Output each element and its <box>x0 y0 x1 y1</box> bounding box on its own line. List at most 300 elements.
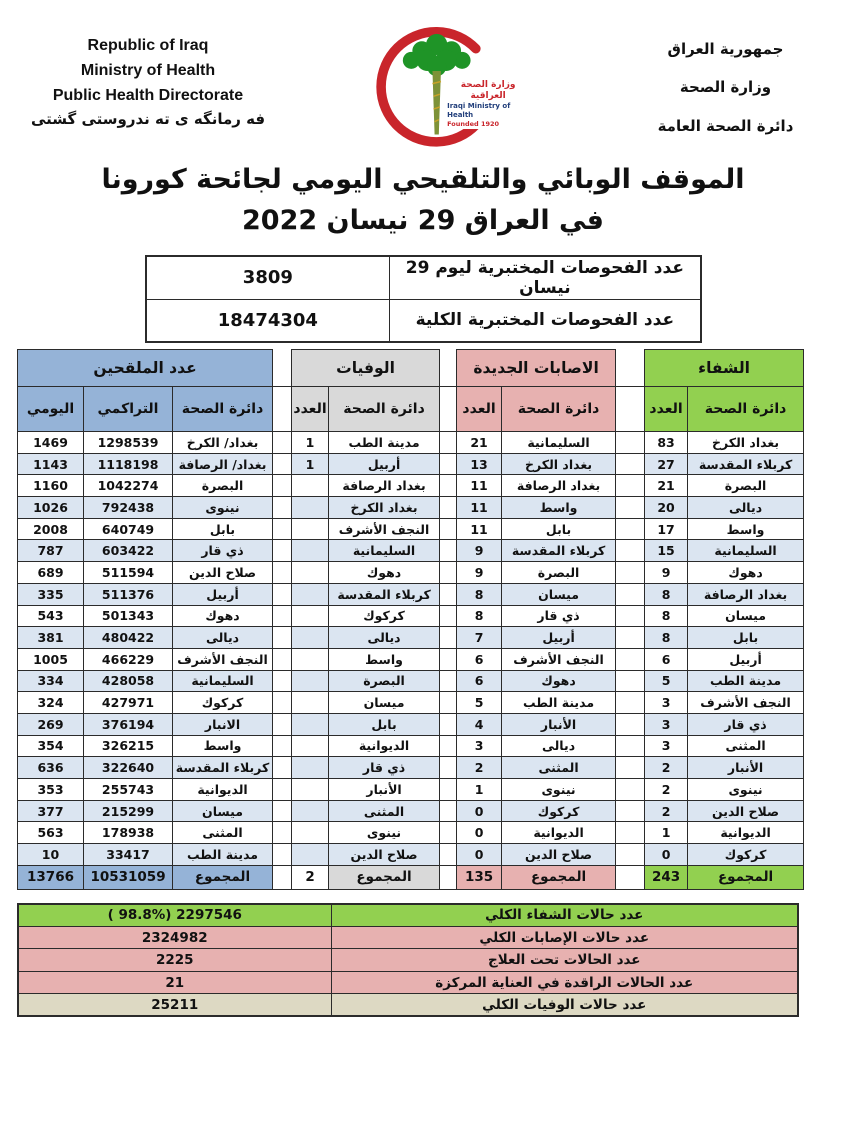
recovery-directorate-cell: صلاح الدين <box>688 800 804 822</box>
deaths-group-header: الوفيات <box>292 350 440 387</box>
new-cases-count-cell: 13 <box>457 453 502 475</box>
vaccinated-directorate-cell: المثنى <box>173 822 273 844</box>
letterhead-arabic <box>604 30 829 145</box>
vaccinated-cumulative-cell: 1298539 <box>84 432 173 454</box>
daily-tests-label: عدد الفحوصات المختبرية ليوم 29 نيسان <box>390 256 701 299</box>
deaths-directorate-cell: المثنى <box>329 800 440 822</box>
new-cases-count-cell: 0 <box>457 844 502 866</box>
spacer-cell <box>616 387 645 432</box>
spacer-cell <box>616 844 645 866</box>
deaths-count-cell <box>292 800 329 822</box>
recovery-count-cell: 17 <box>645 518 688 540</box>
recovery-total-value: 243 <box>645 865 688 889</box>
spacer-cell <box>616 648 645 670</box>
new-cases-directorate-cell: نينوى <box>502 779 616 801</box>
deaths-count-header: العدد <box>292 387 329 432</box>
vaccinated-directorate-cell: مدينة الطب <box>173 844 273 866</box>
vaccinated-directorate-cell: ديالى <box>173 627 273 649</box>
recovery-count-cell: 6 <box>645 648 688 670</box>
deaths-count-cell <box>292 670 329 692</box>
spacer-cell <box>616 583 645 605</box>
deaths-directorate-cell: أربيل <box>329 453 440 475</box>
table-row <box>18 627 804 649</box>
table-row <box>146 256 701 299</box>
spacer-cell <box>273 387 292 432</box>
vaccinated-daily-cell: 636 <box>18 757 84 779</box>
deaths-count-cell <box>292 540 329 562</box>
recovery-directorate-cell: النجف الأشرف <box>688 692 804 714</box>
vaccinated-directorate-cell: ميسان <box>173 800 273 822</box>
new-cases-directorate-cell: صلاح الدين <box>502 844 616 866</box>
vaccinated-daily-cell: 689 <box>18 562 84 584</box>
vaccinated-directorate-cell: بابل <box>173 518 273 540</box>
new-cases-directorate-header: دائرة الصحة <box>502 387 616 432</box>
english-line: Ministry of Health <box>80 61 216 79</box>
recovery-count-cell: 2 <box>645 757 688 779</box>
summary-label-cell: عدد الحالات الراقدة في العناية المركزة <box>331 971 798 994</box>
vaccinated-daily-cell: 324 <box>18 692 84 714</box>
vaccinated-directorate-cell: واسط <box>173 735 273 757</box>
table-row <box>18 453 804 475</box>
table-row <box>18 757 804 779</box>
recovery-directorate-cell: نينوى <box>688 779 804 801</box>
vaccinated-daily-cell: 563 <box>18 822 84 844</box>
deaths-directorate-cell: ذي قار <box>329 757 440 779</box>
vaccinated-cumulative-cell: 178938 <box>84 822 173 844</box>
table-row <box>18 605 804 627</box>
deaths-count-cell: 1 <box>292 432 329 454</box>
vaccinated-cumulative-cell: 255743 <box>84 779 173 801</box>
recovery-count-cell: 5 <box>645 670 688 692</box>
spacer-cell <box>440 757 457 779</box>
recovery-count-cell: 1 <box>645 822 688 844</box>
vaccinated-group-header: عدد الملقحين <box>18 350 273 387</box>
summary-row <box>18 971 798 994</box>
deaths-directorate-cell: الأنبار <box>329 779 440 801</box>
summary-row <box>18 926 798 949</box>
spacer-cell <box>273 757 292 779</box>
vaccinated-total-daily: 13766 <box>18 865 84 889</box>
vaccinated-directorate-cell: البصرة <box>173 475 273 497</box>
recovery-directorate-cell: بابل <box>688 627 804 649</box>
new-cases-count-header: العدد <box>457 387 502 432</box>
summary-value-cell: 2324982 <box>18 926 331 949</box>
recovery-directorate-cell: ميسان <box>688 605 804 627</box>
spacer-cell <box>440 453 457 475</box>
vaccinated-cumulative-cell: 376194 <box>84 713 173 735</box>
spacer-cell <box>616 540 645 562</box>
vaccinated-daily-cell: 334 <box>18 670 84 692</box>
vaccinated-directorate-cell: ذي قار <box>173 540 273 562</box>
logo-arabic-name: وزارة الصحة العراقية <box>460 79 516 101</box>
deaths-total-label: المجموع <box>329 865 440 889</box>
deaths-directorate-cell: ديالى <box>329 627 440 649</box>
spacer-cell <box>616 432 645 454</box>
recovery-count-cell: 3 <box>645 735 688 757</box>
vaccinated-daily-header: اليومي <box>18 387 84 432</box>
spacer-cell <box>440 865 457 889</box>
recovery-count-cell: 27 <box>645 453 688 475</box>
recovery-group-header: الشفاء <box>645 350 804 387</box>
vaccinated-daily-cell: 1005 <box>18 648 84 670</box>
recovery-directorate-cell: ذي قار <box>688 713 804 735</box>
new-cases-count-cell: 5 <box>457 692 502 714</box>
new-cases-directorate-cell: النجف الأشرف <box>502 648 616 670</box>
recovery-directorate-cell: أربيل <box>688 648 804 670</box>
new-cases-directorate-cell: دهوك <box>502 670 616 692</box>
new-cases-directorate-cell: واسط <box>502 497 616 519</box>
new-cases-count-cell: 8 <box>457 583 502 605</box>
recovery-count-header: العدد <box>645 387 688 432</box>
spacer-cell <box>616 822 645 844</box>
new-cases-group-header: الاصابات الجديدة <box>457 350 616 387</box>
deaths-count-cell <box>292 822 329 844</box>
new-cases-count-cell: 4 <box>457 713 502 735</box>
recovery-count-cell: 83 <box>645 432 688 454</box>
recovery-directorate-cell: كربلاء المقدسة <box>688 453 804 475</box>
spacer-cell <box>440 518 457 540</box>
recovery-directorate-cell: الأنبار <box>688 757 804 779</box>
report-title-line2: في العراق 29 نيسان 2022 <box>242 204 604 236</box>
spacer-cell <box>440 387 457 432</box>
table-row <box>18 735 804 757</box>
spacer-cell <box>440 648 457 670</box>
deaths-count-cell <box>292 779 329 801</box>
spacer-cell <box>273 822 292 844</box>
vaccinated-daily-cell: 543 <box>18 605 84 627</box>
deaths-directorate-cell: بغداد الرصافة <box>329 475 440 497</box>
recovery-directorate-cell: دهوك <box>688 562 804 584</box>
letterhead <box>17 14 829 152</box>
deaths-directorate-cell: السليمانية <box>329 540 440 562</box>
vaccinated-cumulative-cell: 640749 <box>84 518 173 540</box>
recovery-count-cell: 3 <box>645 713 688 735</box>
deaths-count-cell: 1 <box>292 453 329 475</box>
report-title <box>17 160 829 241</box>
spacer-cell <box>273 562 292 584</box>
spacer-cell <box>440 800 457 822</box>
vaccinated-cumulative-cell: 501343 <box>84 605 173 627</box>
vaccinated-directorate-cell: الديوانية <box>173 779 273 801</box>
summary-label-cell: عدد الحالات تحت العلاج <box>331 949 798 972</box>
total-tests-value: 18474304 <box>146 299 390 342</box>
report-title-line1: الموقف الوبائي والتلقيحي اليومي لجائحة كورونا <box>101 164 745 195</box>
table-row <box>18 779 804 801</box>
spacer-cell <box>440 627 457 649</box>
column-header-row <box>18 387 804 432</box>
vaccinated-directorate-cell: كربلاء المقدسة <box>173 757 273 779</box>
new-cases-count-cell: 9 <box>457 540 502 562</box>
vaccinated-daily-cell: 1143 <box>18 453 84 475</box>
summary-value-cell: 2225 <box>18 949 331 972</box>
ministry-of-health-logo <box>352 18 532 150</box>
deaths-directorate-cell: الديوانية <box>329 735 440 757</box>
table-row <box>18 692 804 714</box>
spacer-cell <box>273 497 292 519</box>
spacer-cell <box>273 350 292 387</box>
spacer-cell <box>273 713 292 735</box>
deaths-directorate-cell: بابل <box>329 713 440 735</box>
recovery-count-cell: 2 <box>645 800 688 822</box>
new-cases-count-cell: 7 <box>457 627 502 649</box>
new-cases-count-cell: 0 <box>457 822 502 844</box>
new-cases-directorate-cell: بغداد الرصافة <box>502 475 616 497</box>
table-row <box>18 800 804 822</box>
vaccinated-daily-cell: 2008 <box>18 518 84 540</box>
new-cases-directorate-cell: بغداد الكرخ <box>502 453 616 475</box>
table-row <box>146 299 701 342</box>
arabic-line: وزارة الصحة <box>679 78 772 97</box>
spacer-cell <box>273 627 292 649</box>
spacer-cell <box>440 350 457 387</box>
recovery-directorate-cell: بغداد الرصافة <box>688 583 804 605</box>
vaccinated-cumulative-cell: 326215 <box>84 735 173 757</box>
spacer-cell <box>440 670 457 692</box>
deaths-directorate-header: دائرة الصحة <box>329 387 440 432</box>
summary-value-cell: 25211 <box>18 994 331 1017</box>
new-cases-directorate-cell: أربيل <box>502 627 616 649</box>
new-cases-total-label: المجموع <box>502 865 616 889</box>
group-header-row <box>18 350 804 387</box>
vaccinated-daily-cell: 377 <box>18 800 84 822</box>
new-cases-directorate-cell: المثنى <box>502 757 616 779</box>
recovery-directorate-header: دائرة الصحة <box>688 387 804 432</box>
vaccinated-directorate-cell: كركوك <box>173 692 273 714</box>
new-cases-count-cell: 2 <box>457 757 502 779</box>
vaccinated-cumulative-cell: 511376 <box>84 583 173 605</box>
totals-row <box>18 865 804 889</box>
table-row <box>18 475 804 497</box>
table-row <box>18 518 804 540</box>
deaths-count-cell <box>292 605 329 627</box>
arabic-line: دائرة الصحة العامة <box>657 116 794 135</box>
deaths-directorate-cell: كركوك <box>329 605 440 627</box>
vaccinated-directorate-cell: أربيل <box>173 583 273 605</box>
vaccinated-total-label: المجموع <box>173 865 273 889</box>
spacer-cell <box>440 605 457 627</box>
spacer-cell <box>273 605 292 627</box>
spacer-cell <box>616 562 645 584</box>
recovery-count-cell: 15 <box>645 540 688 562</box>
new-cases-directorate-cell: السليمانية <box>502 432 616 454</box>
recovery-directorate-cell: السليمانية <box>688 540 804 562</box>
deaths-directorate-cell: نينوى <box>329 822 440 844</box>
spacer-cell <box>616 713 645 735</box>
spacer-cell <box>273 779 292 801</box>
vaccinated-directorate-cell: الانبار <box>173 713 273 735</box>
deaths-count-cell <box>292 757 329 779</box>
recovery-count-cell: 8 <box>645 605 688 627</box>
vaccinated-directorate-cell: النجف الأشرف <box>173 648 273 670</box>
vaccinated-cumulative-cell: 603422 <box>84 540 173 562</box>
table-row <box>18 844 804 866</box>
spacer-cell <box>273 518 292 540</box>
deaths-directorate-cell: النجف الأشرف <box>329 518 440 540</box>
new-cases-directorate-cell: مدينة الطب <box>502 692 616 714</box>
summary-table <box>17 903 799 1018</box>
deaths-directorate-cell: مدينة الطب <box>329 432 440 454</box>
spacer-cell <box>273 735 292 757</box>
vaccinated-cumulative-header: التراكمي <box>84 387 173 432</box>
deaths-count-cell <box>292 627 329 649</box>
recovery-directorate-cell: المثنى <box>688 735 804 757</box>
recovery-directorate-cell: الديوانية <box>688 822 804 844</box>
vaccinated-cumulative-cell: 480422 <box>84 627 173 649</box>
recovery-directorate-cell: واسط <box>688 518 804 540</box>
vaccinated-directorate-cell: السليمانية <box>173 670 273 692</box>
total-tests-label: عدد الفحوصات المختبرية الكلية <box>390 299 701 342</box>
deaths-directorate-cell: صلاح الدين <box>329 844 440 866</box>
vaccinated-daily-cell: 787 <box>18 540 84 562</box>
spacer-cell <box>440 562 457 584</box>
recovery-count-cell: 8 <box>645 583 688 605</box>
spacer-cell <box>440 713 457 735</box>
spacer-cell <box>273 800 292 822</box>
spacer-cell <box>616 670 645 692</box>
new-cases-count-cell: 6 <box>457 670 502 692</box>
vaccinated-directorate-cell: نينوى <box>173 497 273 519</box>
recovery-count-cell: 2 <box>645 779 688 801</box>
table-row <box>18 583 804 605</box>
table-row <box>18 562 804 584</box>
new-cases-count-cell: 11 <box>457 518 502 540</box>
recovery-directorate-cell: كركوك <box>688 844 804 866</box>
vaccinated-total-cumulative: 10531059 <box>84 865 173 889</box>
recovery-total-label: المجموع <box>688 865 804 889</box>
summary-value-cell: 21 <box>18 971 331 994</box>
recovery-directorate-cell: مدينة الطب <box>688 670 804 692</box>
vaccinated-daily-cell: 1026 <box>18 497 84 519</box>
vaccinated-cumulative-cell: 322640 <box>84 757 173 779</box>
spacer-cell <box>440 540 457 562</box>
new-cases-count-cell: 3 <box>457 735 502 757</box>
summary-label-cell: عدد حالات الشفاء الكلي <box>331 904 798 927</box>
table-row <box>18 648 804 670</box>
new-cases-count-cell: 11 <box>457 497 502 519</box>
spacer-cell <box>440 822 457 844</box>
deaths-directorate-cell: بغداد الكرخ <box>329 497 440 519</box>
spacer-cell <box>616 605 645 627</box>
lab-tests-table <box>145 255 702 343</box>
logo-founded-text: Founded 1920 <box>447 119 500 128</box>
summary-row <box>18 994 798 1017</box>
spacer-cell <box>273 844 292 866</box>
english-line: Public Health Directorate <box>52 86 244 104</box>
deaths-count-cell <box>292 475 329 497</box>
spacer-cell <box>273 670 292 692</box>
spacer-cell <box>440 432 457 454</box>
spacer-cell <box>440 583 457 605</box>
table-row <box>18 497 804 519</box>
spacer-cell <box>440 779 457 801</box>
spacer-cell <box>273 692 292 714</box>
summary-row <box>18 904 798 927</box>
table-row <box>18 822 804 844</box>
deaths-count-cell <box>292 497 329 519</box>
vaccinated-cumulative-cell: 1042274 <box>84 475 173 497</box>
spacer-cell <box>273 540 292 562</box>
vaccinated-daily-cell: 354 <box>18 735 84 757</box>
new-cases-directorate-cell: ميسان <box>502 583 616 605</box>
spacer-cell <box>616 627 645 649</box>
vaccinated-directorate-cell: دهوك <box>173 605 273 627</box>
vaccinated-cumulative-cell: 33417 <box>84 844 173 866</box>
logo-text-block <box>445 79 531 129</box>
spacer-cell <box>616 497 645 519</box>
spacer-cell <box>616 453 645 475</box>
vaccinated-cumulative-cell: 792438 <box>84 497 173 519</box>
vaccinated-daily-cell: 10 <box>18 844 84 866</box>
spacer-cell <box>273 583 292 605</box>
vaccinated-directorate-cell: بغداد/ الرصافة <box>173 453 273 475</box>
vaccinated-cumulative-cell: 466229 <box>84 648 173 670</box>
vaccinated-daily-cell: 335 <box>18 583 84 605</box>
spacer-cell <box>440 844 457 866</box>
spacer-cell <box>440 475 457 497</box>
deaths-directorate-cell: كربلاء المقدسة <box>329 583 440 605</box>
vaccinated-cumulative-cell: 1118198 <box>84 453 173 475</box>
deaths-directorate-cell: واسط <box>329 648 440 670</box>
new-cases-total-value: 135 <box>457 865 502 889</box>
vaccinated-daily-cell: 1469 <box>18 432 84 454</box>
spacer-cell <box>440 735 457 757</box>
deaths-count-cell <box>292 692 329 714</box>
table-row <box>18 432 804 454</box>
new-cases-count-cell: 21 <box>457 432 502 454</box>
table-row <box>18 540 804 562</box>
new-cases-directorate-cell: كربلاء المقدسة <box>502 540 616 562</box>
new-cases-count-cell: 6 <box>457 648 502 670</box>
spacer-cell <box>273 475 292 497</box>
recovery-count-cell: 20 <box>645 497 688 519</box>
deaths-directorate-cell: دهوك <box>329 562 440 584</box>
kurdish-line: فه رمانگه ی ته ندروستی گشتی <box>30 110 266 129</box>
deaths-count-cell <box>292 735 329 757</box>
deaths-count-cell <box>292 562 329 584</box>
spacer-cell <box>616 800 645 822</box>
vaccinated-daily-cell: 1160 <box>18 475 84 497</box>
spacer-cell <box>616 692 645 714</box>
new-cases-directorate-cell: البصرة <box>502 562 616 584</box>
vaccinated-directorate-header: دائرة الصحة <box>173 387 273 432</box>
spacer-cell <box>440 692 457 714</box>
english-line: Republic of Iraq <box>87 37 209 54</box>
vaccinated-directorate-cell: بغداد/ الكرخ <box>173 432 273 454</box>
letterhead-english <box>17 34 279 132</box>
spacer-cell <box>273 648 292 670</box>
daily-tests-value: 3809 <box>146 256 390 299</box>
recovery-directorate-cell: بغداد الكرخ <box>688 432 804 454</box>
deaths-count-cell <box>292 518 329 540</box>
recovery-count-cell: 8 <box>645 627 688 649</box>
new-cases-count-cell: 9 <box>457 562 502 584</box>
vaccinated-cumulative-cell: 215299 <box>84 800 173 822</box>
new-cases-count-cell: 1 <box>457 779 502 801</box>
vaccinated-cumulative-cell: 511594 <box>84 562 173 584</box>
summary-label-cell: عدد حالات الوفيات الكلي <box>331 994 798 1017</box>
arabic-line: جمهورية العراق <box>667 40 784 58</box>
table-row <box>18 713 804 735</box>
new-cases-directorate-cell: بابل <box>502 518 616 540</box>
new-cases-count-cell: 11 <box>457 475 502 497</box>
spacer-cell <box>440 497 457 519</box>
deaths-directorate-cell: ميسان <box>329 692 440 714</box>
epidemiology-table <box>17 349 804 890</box>
new-cases-directorate-cell: كركوك <box>502 800 616 822</box>
vaccinated-daily-cell: 381 <box>18 627 84 649</box>
deaths-count-cell <box>292 713 329 735</box>
deaths-total-value: 2 <box>292 865 329 889</box>
